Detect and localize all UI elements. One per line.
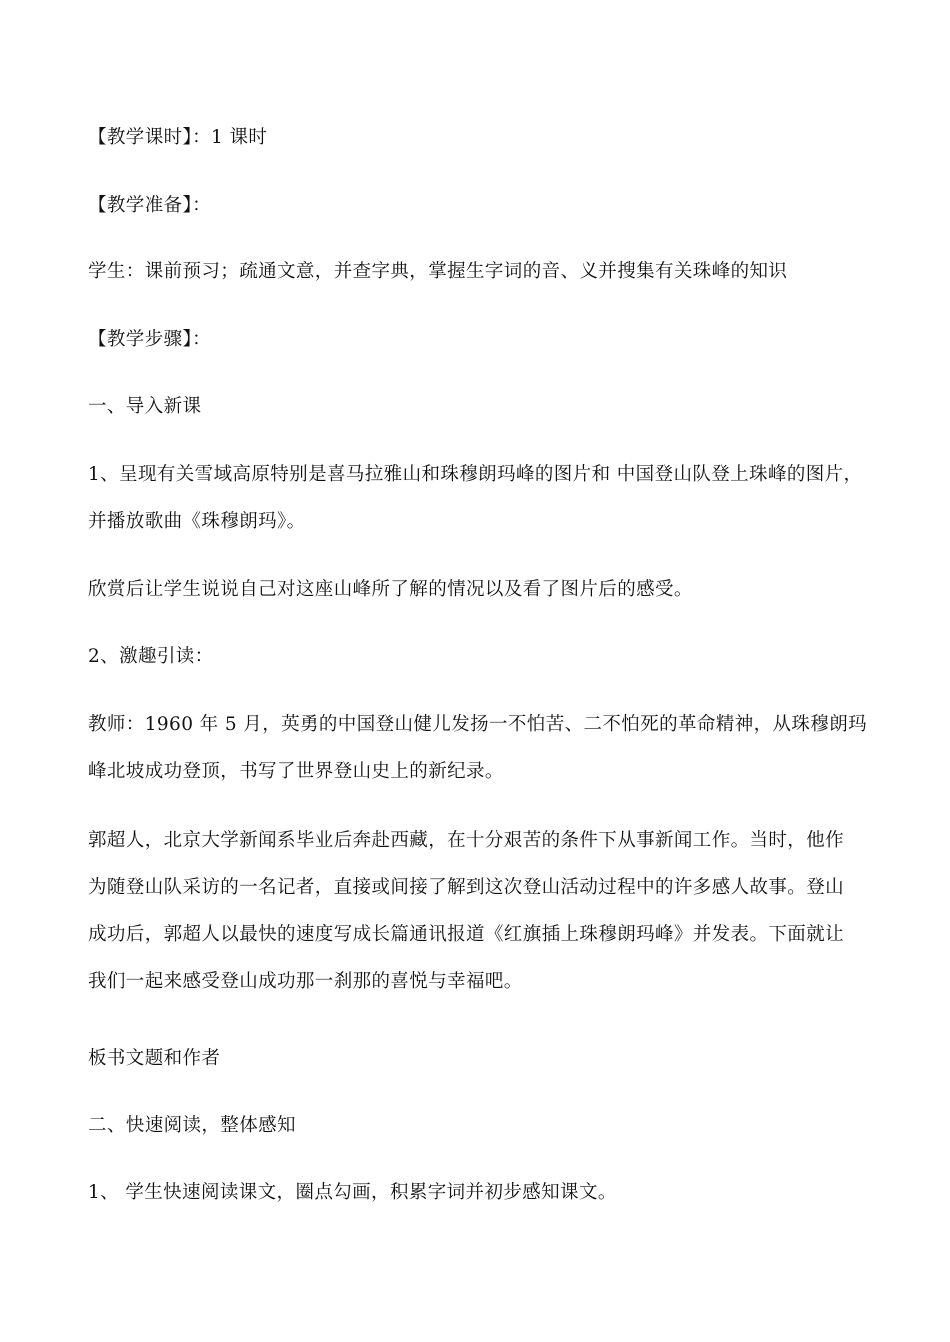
preparation-heading (88, 182, 863, 229)
lesson-duration (88, 114, 863, 161)
text-line: 并播放歌曲《珠穆朗玛》。 (88, 511, 306, 532)
text-line: 为随登山队采访的一名记者，直接或间接了解到这次登山活动过程中的许多感人故事。登山 (88, 877, 845, 898)
text-line: 板书文题和作者 (88, 1048, 221, 1069)
text-line: 2、激趣引读： (88, 646, 214, 667)
steps-heading (88, 316, 863, 363)
step-2-heading (88, 633, 863, 680)
student-preparation (88, 248, 863, 295)
section-heading-1 (88, 383, 863, 430)
text-line: 我们一起来感受登山成功那一刹那的喜悦与幸福吧。 (88, 971, 523, 992)
text-line: 1、呈现有关雪域高原特别是喜马拉雅山和珠穆朗玛峰的图片和 中国登山队登上珠峰的图片， (88, 464, 863, 485)
text-line: 欣赏后让学生说说自己对这座山峰所了解的情况以及看了图片后的感受。 (88, 579, 693, 600)
author-paragraph (88, 817, 863, 1005)
teacher-paragraph (88, 701, 867, 795)
text-line: 二、快速阅读，整体感知 (88, 1115, 296, 1136)
text-line: 学生：课前预习；疏通文意，并查字典，掌握生字词的音、义并搜集有关珠峰的知识 (88, 261, 788, 282)
text-line: 【教学课时】：1 课时 (88, 127, 268, 148)
text-line: 郭超人，北京大学新闻系毕业后奔赴西藏，在十分艰苦的条件下从事新闻工作。当时，他作 (88, 830, 845, 851)
text-line: 教师：1960 年 5 月，英勇的中国登山健儿发扬一不怕苦、二不怕死的革命精神，从珠穆朗玛 (88, 714, 867, 735)
text-line: 1、 学生快速阅读课文，圈点勾画，积累字词并初步感知课文。 (88, 1182, 617, 1203)
text-line: 成功后，郭超人以最快的速度写成长篇通讯报道《红旗插上珠穆朗玛峰》并发表。下面就让 (88, 924, 845, 945)
text-line: 【教学准备】： (88, 195, 212, 216)
text-line: 一、导入新课 (88, 396, 202, 417)
section-heading-2 (88, 1102, 863, 1149)
reading-step-1 (88, 1169, 863, 1216)
text-line: 峰北坡成功登顶，书写了世界登山史上的新纪录。 (88, 761, 504, 782)
step-1-paragraph (88, 451, 863, 545)
text-line: 【教学步骤】： (88, 329, 212, 350)
appreciation-paragraph (88, 566, 863, 613)
board-note (88, 1035, 863, 1082)
